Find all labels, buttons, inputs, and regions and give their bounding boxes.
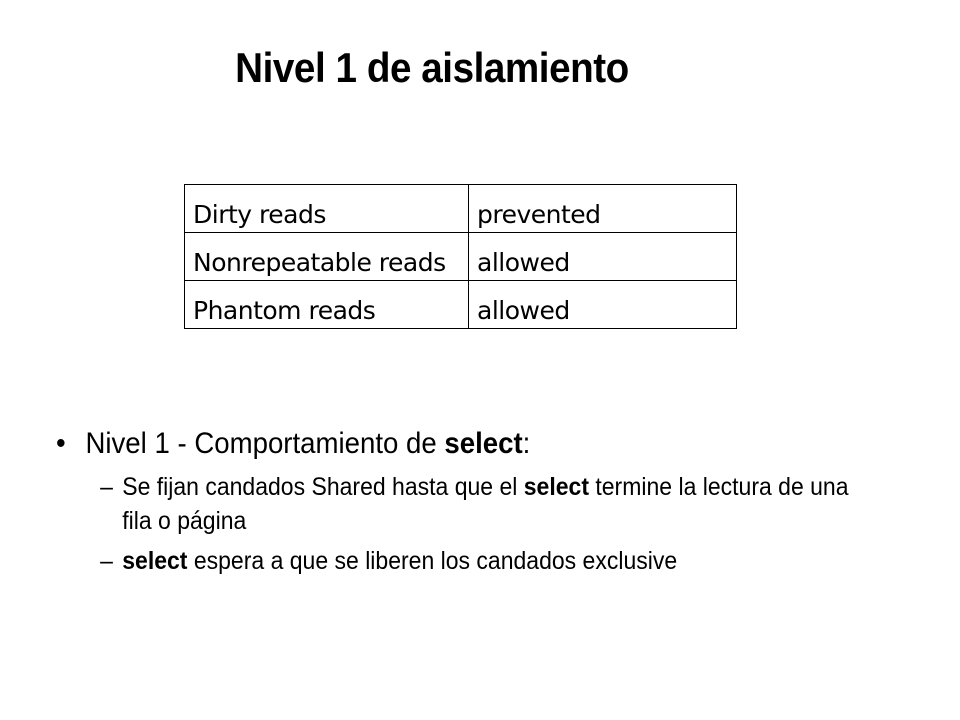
sub-bullet-item bbox=[56, 544, 866, 578]
table-cell-phenomenon: Nonrepeatable reads bbox=[185, 233, 469, 281]
sub-bullet-keyword: select bbox=[122, 547, 188, 575]
sub-bullet-marker: – bbox=[100, 547, 113, 575]
bullet-list bbox=[56, 424, 936, 578]
table-cell-status: prevented bbox=[469, 185, 737, 233]
sub-bullet-marker: – bbox=[100, 473, 113, 501]
bullet-keyword: select bbox=[444, 427, 523, 460]
table-row bbox=[185, 185, 737, 233]
table-cell-status: allowed bbox=[469, 233, 737, 281]
table-row bbox=[185, 281, 737, 329]
table-cell-phenomenon: Dirty reads bbox=[185, 185, 469, 233]
sub-bullet-keyword: select bbox=[523, 473, 589, 501]
table-cell-phenomenon: Phantom reads bbox=[185, 281, 469, 329]
sub-bullet-item bbox=[56, 470, 866, 538]
bullet-text-end: : bbox=[522, 427, 531, 460]
bullet-item bbox=[56, 424, 866, 464]
sub-bullet-text: Se fijan candados Shared hasta que el bbox=[122, 473, 524, 501]
table-row bbox=[185, 233, 737, 281]
isolation-table bbox=[184, 184, 737, 329]
sub-bullet-text-end: termine la lectura de una fila o página bbox=[122, 473, 849, 535]
table-cell-status: allowed bbox=[469, 281, 737, 329]
sub-bullet-text-end: espera a que se liberen los candados exclusive bbox=[187, 547, 678, 575]
bullet-marker: • bbox=[56, 427, 66, 460]
slide-title: Nivel 1 de aislamiento bbox=[235, 44, 629, 91]
bullet-text: Nivel 1 - Comportamiento de bbox=[85, 427, 445, 460]
